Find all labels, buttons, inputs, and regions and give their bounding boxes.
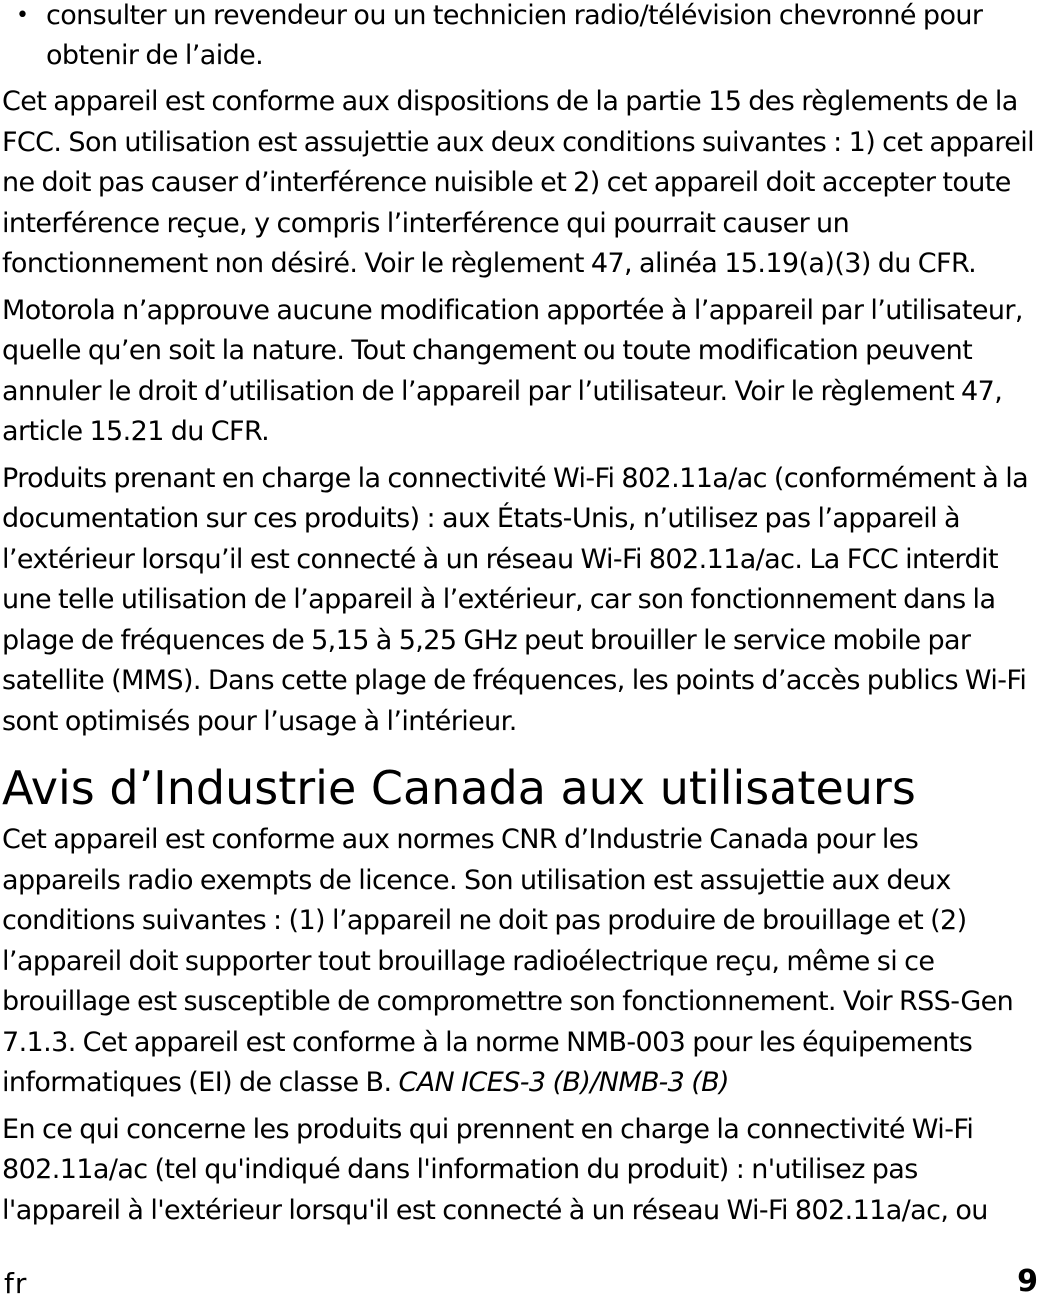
bullet-list-item [2,0,1042,76]
motorola-modification-paragraph: Motorola n’approuve aucune modification apportée à l’appareil par l’utilisateur, quelle qu’en soit la nature. Tout changement ou toute modification peuvent annuler le droit d’utilisation de l’appareil par l’utilisateur. Voir le règlement 47, article 15.21 du CFR. [2,294,1023,447]
industry-canada-text: Cet appareil est conforme aux normes CNR d’Industrie Canada pour les appareils radio exempts de licence. Son utilisation est assujettie aux deux conditions suivantes : (1) l’appareil ne doit pas produire de brouillage et (2) l’appareil doit supporter tout brouillage radioélectrique reçu, même si ce brouillage est susceptible de compromettre son fonctionnement. Voir RSS-Gen 7.1.3. Cet appareil est conforme à la norme NMB-003 pour les équipements informatiques (EI) de classe B. [2,824,1014,1098]
wifi-outdoor-usage-paragraph: Produits prenant en charge la connectivité Wi-Fi 802.11a/ac (conformément à la documentation sur ces produits) : aux États-Unis, n’utilisez pas l’appareil à l’extérieur lorsqu’il est connecté à un réseau Wi-Fi 802.11a/ac. La FCC interdit une telle utilisation de l’appareil à l’extérieur, car son fonctionnement dans la plage de fréquences de 5,15 à 5,25 GHz peut brouiller le service mobile par satellite (MMS). Dans cette plage de fréquences, les points d’accès publics Wi-Fi sont optimisés pour l’usage à l’intérieur. [2,462,1029,737]
page-number: 9 [1017,1264,1038,1299]
page-content [2,0,1042,1237]
ices-compliance-label: CAN ICES-3 (B)/NMB-3 (B) [398,1067,729,1098]
bullet-symbol: • [16,3,29,28]
wifi-canada-paragraph: En ce qui concerne les produits qui prennent en charge la connectivité Wi-Fi 802.11a/ac (tel qu'indiqué dans l'information du produit) : n'utilisez pas l'appareil à l'extérieur lorsqu'il est connecté à un réseau Wi-Fi 802.11a/ac, ou [2,1113,988,1226]
section-heading: Avis d’Industrie Canada aux utilisateurs [2,761,916,815]
industry-canada-paragraph [2,820,1042,1104]
bullet-text: consulter un revendeur ou un technicien radio/télévision chevronné pour obtenir de l’aide. [46,0,983,71]
fcc-compliance-paragraph: Cet appareil est conforme aux dispositions de la partie 15 des règlements de la FCC. Son utilisation est assujettie aux deux conditions suivantes : 1) cet appareil ne doit pas causer d’interférence nuisible et 2) cet appareil doit accepter toute interférence reçue, y compris l’interférence qui pourrait causer un fonctionnement non désiré. Voir le règlement 47, alinéa 15.19(a)(3) du CFR. [2,86,1035,279]
footer-language-code: fr [4,1267,28,1300]
